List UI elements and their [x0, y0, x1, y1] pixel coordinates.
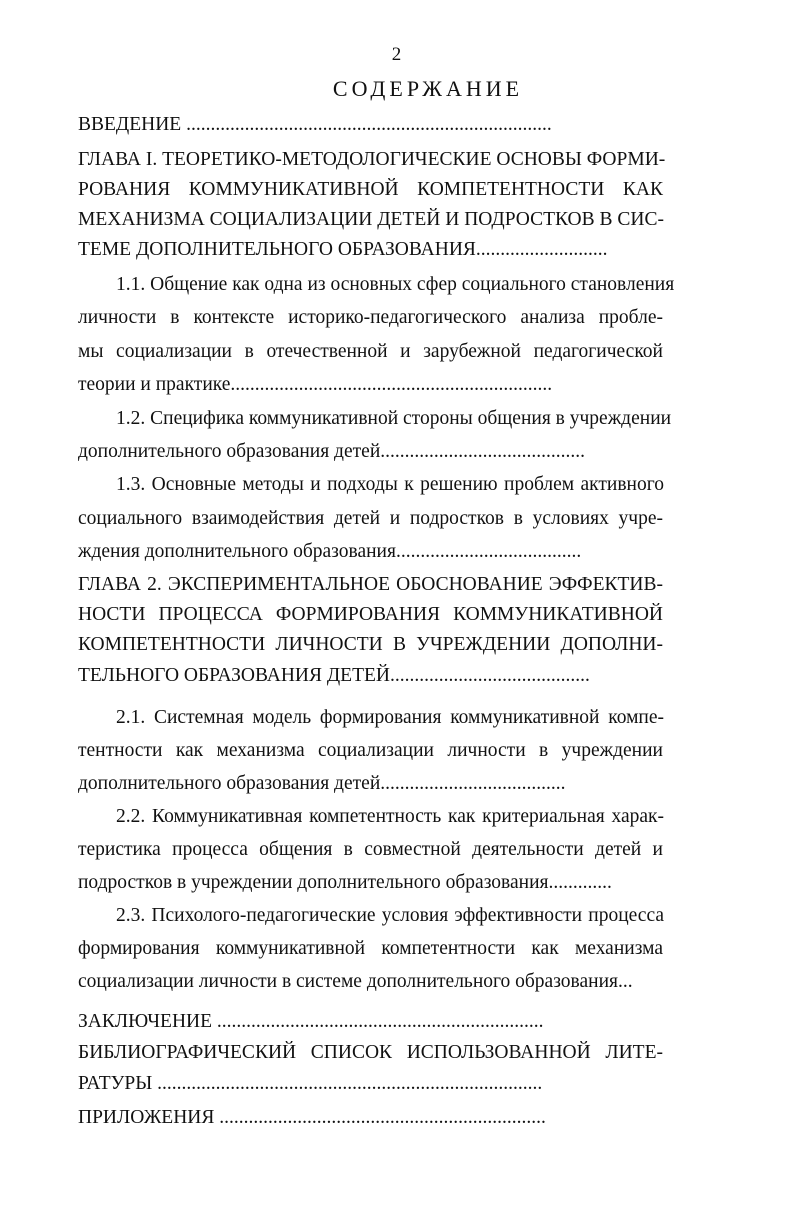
toc-line: ГЛАВА I. ТЕОРЕТИКО-МЕТОДОЛОГИЧЕСКИЕ ОСНОВЫ ФОРМИ- [78, 149, 666, 170]
toc-line: личности в контексте историко-педагогического анализа пробле- [78, 307, 663, 328]
toc-line: ВВЕДЕНИЕ ........................................................................... [78, 114, 552, 135]
toc-line: дополнительного образования детей...................................... [78, 773, 566, 794]
toc-line: теристика процесса общения в совместной деятельности детей и [78, 839, 663, 860]
page-number: 2 [391, 44, 402, 65]
toc-line: 1.1. Общение как одна из основных сфер социального становления [116, 274, 675, 295]
toc-line: 2.1. Системная модель формирования коммуникативной компе- [116, 707, 664, 728]
toc-line: РАТУРЫ ............................................................................... [78, 1073, 543, 1094]
toc-line: социализации личности в системе дополнительного образования... [78, 971, 633, 992]
toc-line: теории и практике.................................................................. [78, 374, 553, 395]
toc-line: БИБЛИОГРАФИЧЕСКИЙ СПИСОК ИСПОЛЬЗОВАННОЙ ЛИТЕ- [78, 1042, 663, 1063]
toc-line: ЗАКЛЮЧЕНИЕ ................................................................... [78, 1011, 544, 1032]
toc-line: ГЛАВА 2. ЭКСПЕРИМЕНТАЛЬНОЕ ОБОСНОВАНИЕ ЭФФЕКТИВ- [78, 574, 663, 595]
toc-line: 1.3. Основные методы и подходы к решению проблем активного [116, 474, 664, 495]
toc-line: 1.2. Специфика коммуникативной стороны общения в учреждении [116, 408, 672, 429]
toc-line: мы социализации в отечественной и зарубежной педагогической [78, 341, 663, 362]
toc-line: ТЕМЕ ДОПОЛНИТЕЛЬНОГО ОБРАЗОВАНИЯ........................... [78, 239, 608, 260]
toc-line: тентности как механизма социализации личности в учреждении [78, 740, 663, 761]
toc-line: ПРИЛОЖЕНИЯ ................................................................... [78, 1107, 546, 1128]
toc-line: подростков в учреждении дополнительного образования............. [78, 872, 612, 893]
toc-line: 2.2. Коммуникативная компетентность как критериальная харак- [116, 806, 664, 827]
toc-line: КОМПЕТЕНТНОСТИ ЛИЧНОСТИ В УЧРЕЖДЕНИИ ДОПОЛНИ- [78, 634, 663, 655]
toc-line: НОСТИ ПРОЦЕССА ФОРМИРОВАНИЯ КОММУНИКАТИВНОЙ [78, 604, 663, 625]
toc-line: ТЕЛЬНОГО ОБРАЗОВАНИЯ ДЕТЕЙ......................................... [78, 665, 590, 686]
toc-line: социального взаимодействия детей и подростков в условиях учре- [78, 508, 663, 529]
toc-line: 2.3. Психолого-педагогические условия эффективности процесса [116, 905, 664, 926]
toc-line: формирования коммуникативной компетентности как механизма [78, 938, 663, 959]
page-title: СОДЕРЖАНИЕ [332, 76, 524, 101]
toc-line: ждения дополнительного образования...................................... [78, 541, 582, 562]
toc-line: РОВАНИЯ КОММУНИКАТИВНОЙ КОМПЕТЕНТНОСТИ КАК [78, 179, 663, 200]
toc-line: дополнительного образования детей.......................................... [78, 441, 585, 462]
toc-line: МЕХАНИЗМА СОЦИАЛИЗАЦИИ ДЕТЕЙ И ПОДРОСТКОВ В СИС- [78, 209, 664, 230]
